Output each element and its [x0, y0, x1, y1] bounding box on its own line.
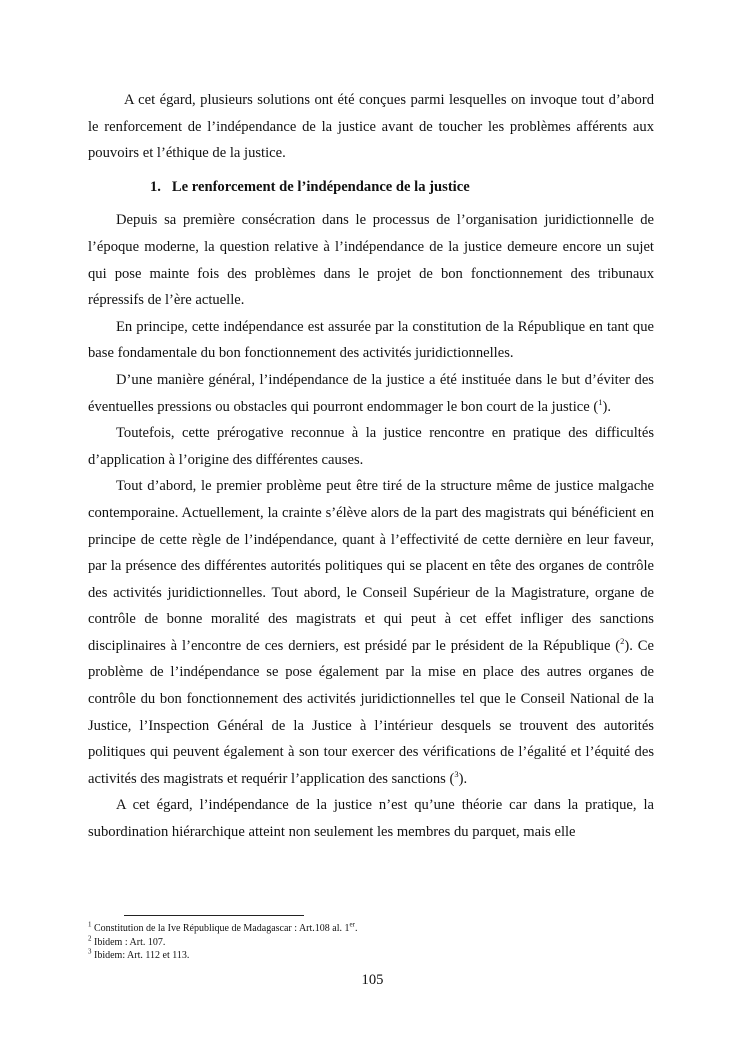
footnote-ref-2: 2 — [620, 636, 625, 647]
footnote-2 — [88, 936, 357, 950]
footnote-2-number: 2 — [88, 934, 92, 943]
footnote-1-number: 1 — [88, 920, 92, 929]
paragraph-3-end: ). — [602, 398, 612, 415]
footnote-ref-3: 3 — [454, 768, 459, 779]
footnotes — [88, 922, 357, 963]
paragraph-5-mid: ). Ce problème de l’indépendance se pose également par la mise en place des autres organes de contrôle du bon fonctionnement des activités juridictionnelles tel que le Conseil National de la Justice, l’Inspection Général de la Justice à l’intérieur desquels se trouvent des autorités politiques qui peuvent également à son tour exercer des vérifications de l’égalité et l’équité des activités des magistrats et requérir l’application des sanctions ( — [88, 637, 654, 787]
footnote-3-text: Ibidem: Art. 112 et 113. — [91, 950, 190, 961]
footnote-1-tail: . — [354, 923, 358, 934]
footnote-3 — [88, 949, 357, 963]
section-heading — [150, 174, 654, 201]
paragraph-6: A cet égard, l’indépendance de la justice n’est qu’une théorie car dans la pratique, la subordination hiérarchique atteint non seulement les membres du parquet, mais elle — [88, 797, 654, 841]
paragraph-1: Depuis sa première consécration dans le processus de l’organisation juridictionnelle de l’époque moderne, la question relative à l’indépendance de la justice demeure encore un sujet qui pose mainte fois des problèmes dans le projet de bon fonctionnement des tribunaux répressifs de l’ère actuelle. — [88, 212, 654, 309]
paragraph-5-text: Tout d’abord, le premier problème peut être tiré de la structure même de justice malgache contemporaine. Actuellement, la crainte s’élève alors de la part des magistrats qui bénéficient en principe de cette règle de l’indépendance, quant à l’effectivité de cette dernière en leur faveur, par la présence des différentes autorités politiques qui se placent en tête des organes de contrôle des activités juridictionnelles. Tout abord, le Conseil Supérieur de la Magistrature, organe de contrôle de bonne moralité des magistrats et qui peut à cet effet infliger des sanctions disciplinaires à l’encontre de ces derniers, est présidé par le président de la République ( — [88, 478, 654, 654]
footnote-ref-1: 1 — [598, 396, 603, 407]
footnote-3-number: 3 — [88, 947, 92, 956]
footnote-1 — [88, 922, 357, 936]
paragraph-3 — [88, 367, 654, 420]
paragraph-5-end: ). — [458, 770, 468, 787]
paragraph-5 — [88, 473, 654, 792]
paragraph-3-text: D’une manière général, l’indépendance de la justice a été instituée dans le but d’éviter des éventuelles pressions ou obstacles qui pourront endommager le bon court de la justice ( — [88, 371, 654, 415]
heading-number: 1. — [150, 178, 161, 195]
footnote-1-superscript: er — [349, 920, 355, 929]
paragraph-2: En principe, cette indépendance est assurée par la constitution de la République en tant que base fondamentale du bon fonctionnement des activités juridictionnelles. — [88, 318, 654, 362]
footnote-divider — [124, 915, 304, 916]
heading-text: Le renforcement de l’indépendance de la justice — [171, 178, 470, 195]
footnote-1-text: Constitution de la Ive République de Madagascar : Art.108 al. 1 — [91, 923, 350, 934]
intro-paragraph: A cet égard, plusieurs solutions ont été conçues parmi lesquelles on invoque tout d’abord le renforcement de l’indépendance de la justice avant de toucher les problèmes afférents aux pouvoirs et l’éthique de la justice. — [88, 92, 654, 162]
page-number: 105 — [361, 972, 384, 988]
paragraph-4: Toutefois, cette prérogative reconnue à la justice rencontre en pratique des difficultés d’application à l’origine des différentes causes. — [88, 425, 654, 468]
body-text — [88, 87, 654, 846]
footnote-2-text: Ibidem : Art. 107. — [91, 936, 166, 948]
